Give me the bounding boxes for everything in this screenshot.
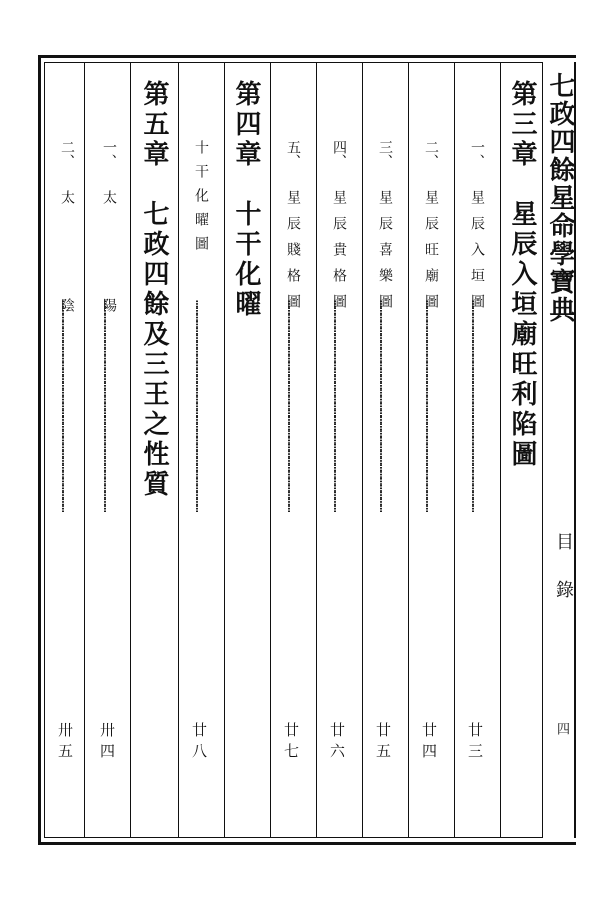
entry-number: 二、	[59, 140, 75, 168]
column-rule	[362, 62, 363, 838]
entry-page: 廿四	[420, 722, 438, 764]
entry-title: 十干化曜圖	[193, 140, 209, 260]
chapter-title: 第三章 星辰入垣廟旺利陷圖	[507, 80, 537, 470]
column-rule	[270, 62, 271, 838]
entry-title: 星辰貴格圖	[331, 190, 347, 320]
entry-page: 卅四	[98, 722, 116, 764]
entry-number: 二、	[423, 140, 439, 168]
column-rule	[500, 62, 501, 838]
leader-dots: …………………………………………………………………………………	[422, 300, 437, 512]
entry-number: 一、	[101, 140, 117, 168]
leader-dots: …………………………………………………………………………………	[58, 300, 73, 512]
chapter-title: 第四章 十干化曜	[231, 80, 261, 320]
folio-number: 四	[554, 722, 569, 735]
entry-title: 星辰喜樂圖	[377, 190, 393, 320]
column-rule	[454, 62, 455, 838]
entry-page: 廿八	[190, 722, 208, 764]
column-rule	[224, 62, 225, 838]
leader-dots: …………………………………………………………………………………	[468, 300, 483, 512]
column-rule	[316, 62, 317, 838]
entry-number: 一、	[469, 140, 485, 168]
leader-dots: …………………………………………………………………………………	[100, 300, 115, 512]
entry-page: 廿五	[374, 722, 392, 764]
entry-page: 廿三	[466, 722, 484, 764]
entry-number: 三、	[377, 140, 393, 168]
column-rule	[408, 62, 409, 838]
entry-page: 卅五	[56, 722, 74, 764]
leader-dots: …………………………………………………………………………………	[376, 300, 391, 512]
leader-dots: …………………………………………………………………………………	[192, 300, 207, 512]
entry-title: 太 陽	[101, 190, 117, 352]
entry-page: 廿六	[328, 722, 346, 764]
entry-page: 廿七	[282, 722, 300, 764]
leader-dots: …………………………………………………………………………………	[284, 300, 299, 512]
section-label: 目錄	[553, 532, 574, 628]
column-rule	[178, 62, 179, 838]
entry-title: 星辰賤格圖	[285, 190, 301, 320]
chapter-title: 第五章 七政四餘及三王之性質	[139, 80, 169, 500]
entry-title: 星辰旺廟圖	[423, 190, 439, 320]
entry-number: 四、	[331, 140, 347, 168]
column-rule	[84, 62, 85, 838]
entry-title: 太 陰	[59, 190, 75, 352]
entry-number: 五、	[285, 140, 301, 168]
leader-dots: …………………………………………………………………………………	[330, 300, 345, 512]
entry-title: 星辰入垣圖	[469, 190, 485, 320]
book-title: 七政四餘星命學寶典	[545, 72, 575, 324]
column-rule	[130, 62, 131, 838]
